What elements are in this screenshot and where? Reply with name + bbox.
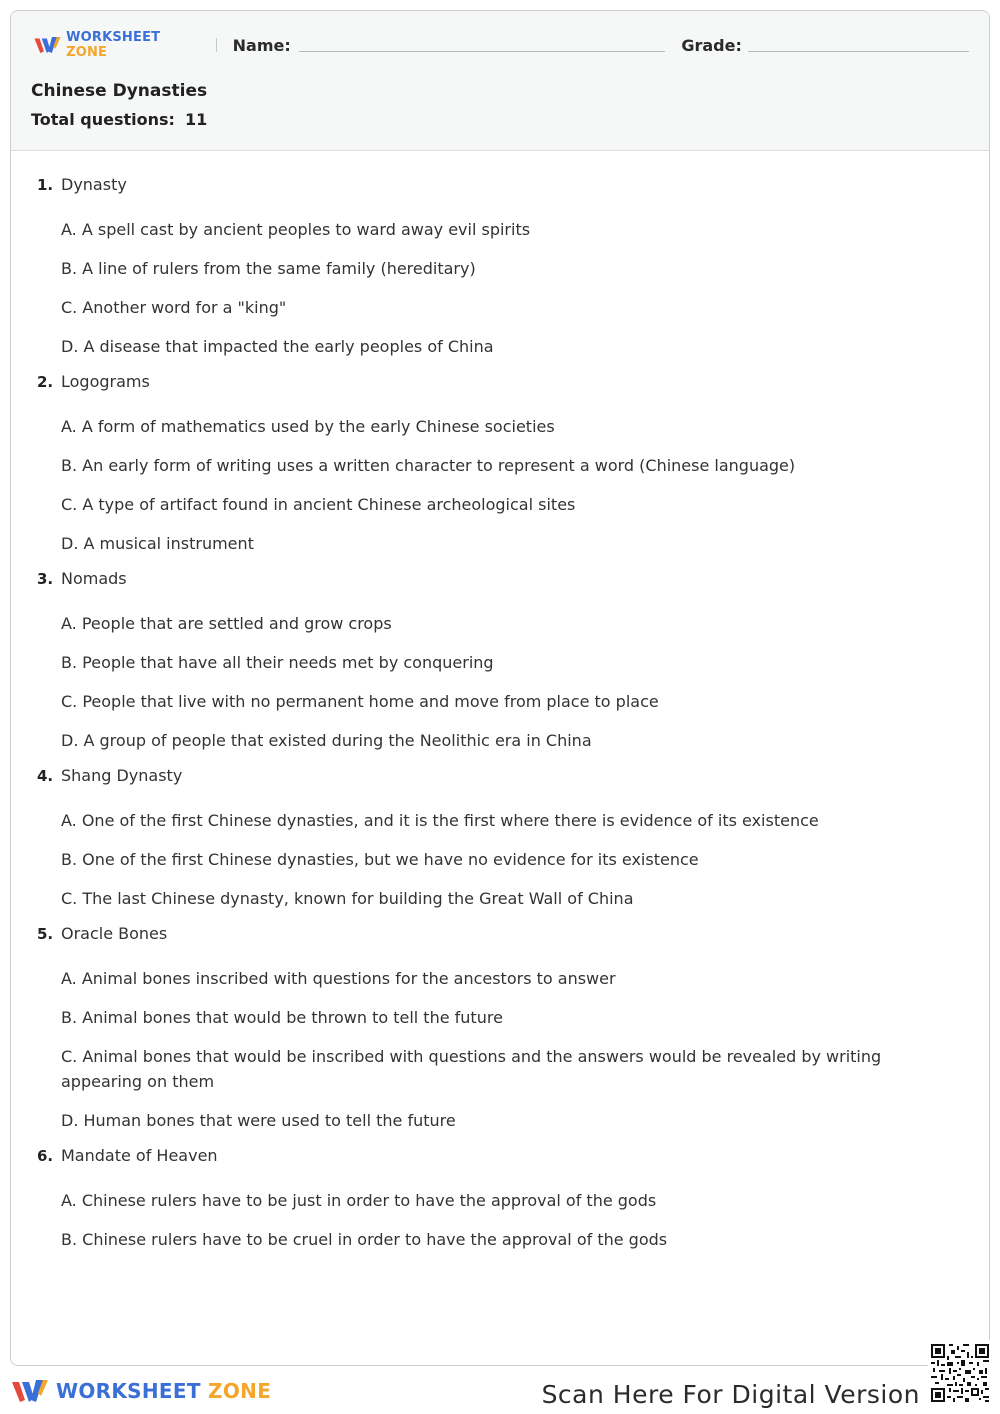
question-number: 3. [37,570,54,588]
answer-option[interactable]: B. Animal bones that would be thrown to tell the future [61,1008,503,1027]
answer-option[interactable]: C. People that live with no permanent home and move from place to place [61,692,659,711]
answer-option[interactable]: D. A group of people that existed during the Neolithic era in China [61,731,592,750]
answer-option[interactable]: C. A type of artifact found in ancient Chinese archeological sites [61,495,576,514]
footer-brand-name [56,1379,271,1403]
question-number: 4. [37,767,54,785]
worksheet-title: Chinese Dynasties [31,81,208,101]
answer-option[interactable]: D. A musical instrument [61,534,254,553]
question-header [37,372,959,400]
question-header [37,924,959,952]
footer-brand-part2: ZONE [208,1379,272,1403]
question-number: 1. [37,176,54,194]
answer-option[interactable]: B. People that have all their needs met by conquering [61,653,494,672]
answer-option[interactable]: A. Chinese rulers have to be just in order to have the approval of the gods [61,1191,657,1210]
answer-option[interactable]: C. Another word for a "king" [61,298,287,317]
question-text: Dynasty [61,175,127,194]
total-questions-label: Total questions: [31,110,175,129]
brand-name [66,30,202,60]
brand-name-part2: ZONE [66,45,108,60]
question-number: 6. [37,1147,54,1165]
total-questions-value: 11 [184,110,208,129]
answer-option[interactable]: D. Human bones that were used to tell the future [61,1111,456,1130]
worksheet-zone-logo-icon [10,1376,50,1406]
question-list [37,175,959,1265]
question-header [37,1146,959,1174]
question-text: Shang Dynasty [61,766,183,785]
answer-option[interactable]: B. One of the first Chinese dynasties, but we have no evidence for its existence [61,850,699,869]
total-questions [31,110,207,129]
question-header [37,766,959,794]
answer-option[interactable]: C. Animal bones that would be inscribed with questions and the answers would be revealed by writing appearing on them [61,1047,882,1091]
answer-option[interactable]: B. A line of rulers from the same family (hereditary) [61,259,476,278]
question-text: Logograms [61,372,150,391]
scan-instruction: Scan Here For Digital Version [541,1380,920,1409]
question-number: 5. [37,925,54,943]
answer-option[interactable]: A. Animal bones inscribed with questions for the ancestors to answer [61,969,616,988]
worksheet-sheet [10,10,990,1366]
question-item [37,924,959,1133]
footer-brand-part1: WORKSHEET [56,1379,201,1403]
question-text: Nomads [61,569,127,588]
question-header [37,569,959,597]
header-top-row [33,30,969,60]
page-footer [0,1366,1000,1414]
footer-brand-logo[interactable] [10,1376,271,1406]
question-item [37,766,959,911]
name-field[interactable] [299,51,666,52]
worksheet-header [11,11,989,151]
worksheet-zone-logo-icon [33,34,62,56]
answer-option[interactable]: A. One of the first Chinese dynasties, and it is the first where there is evidence of its existence [61,811,819,830]
answer-option[interactable]: B. Chinese rulers have to be cruel in order to have the approval of the gods [61,1230,668,1249]
grade-field[interactable] [748,51,969,52]
question-text: Oracle Bones [61,924,168,943]
header-separator [216,38,217,52]
name-label: Name: [232,35,291,55]
answer-option[interactable]: D. A disease that impacted the early peoples of China [61,337,494,356]
question-text: Mandate of Heaven [61,1146,218,1165]
question-item [37,175,959,359]
answer-option[interactable]: A. A form of mathematics used by the early Chinese societies [61,417,555,436]
question-item [37,1146,959,1252]
answer-option[interactable]: C. The last Chinese dynasty, known for building the Great Wall of China [61,889,634,908]
qr-code-icon[interactable] [928,1340,992,1406]
grade-label: Grade: [681,35,742,55]
brand-logo [33,30,202,60]
question-item [37,569,959,753]
question-header [37,175,959,203]
question-number: 2. [37,373,54,391]
question-item [37,372,959,556]
answer-option[interactable]: A. A spell cast by ancient peoples to ward away evil spirits [61,220,531,239]
answer-option[interactable]: B. An early form of writing uses a written character to represent a word (Chinese language) [61,456,796,475]
brand-name-part1: WORKSHEET [66,30,161,45]
answer-option[interactable]: A. People that are settled and grow crops [61,614,392,633]
